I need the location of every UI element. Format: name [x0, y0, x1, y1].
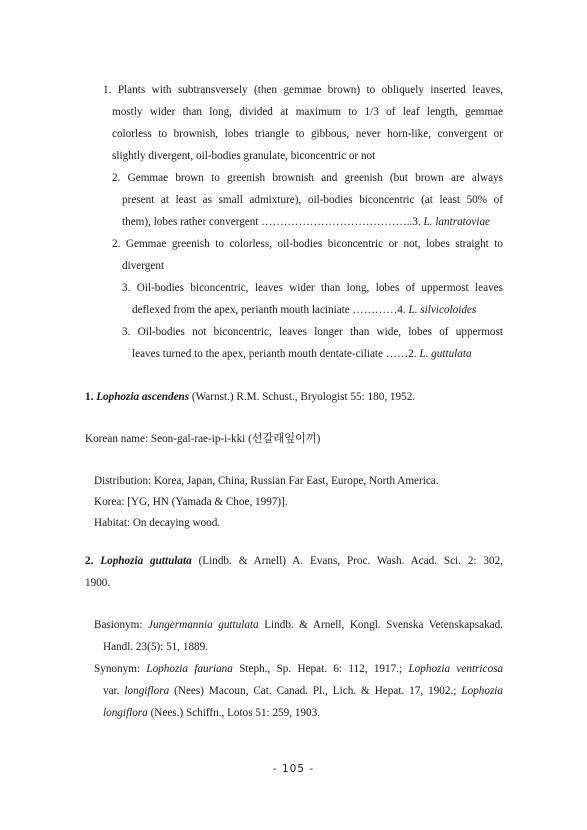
key-item-2a-line-2: present at least as small admixture), oil-bodies biconcentric (at least 50% of — [122, 194, 503, 206]
key-item-1-line-1: 1. Plants with subtransversely (then gemmae brown) to obliquely inserted leaves, — [103, 84, 503, 96]
basionym-label: Basionym: — [94, 619, 143, 631]
key-item-3b-lead: leaves turned to the apex, perianth mouth dentate-ciliate ……2. — [132, 348, 417, 360]
species-2-synonym-line-3 — [103, 706, 320, 720]
species-2-citation-line-1: (Lindb. & Arnell) A. Evans, Proc. Wash. Acad. Sci. 2: 302, — [198, 555, 503, 567]
key-item-2b-line-2: divergent — [122, 260, 165, 272]
key-item-1-line-2: mostly wider than long, divided at maximum to 1/3 of leaf length, gemmae — [112, 106, 503, 118]
key-item-1-line-3: colorless to brownish, lobes triangle to gibbous, never horn-like, convergent or — [112, 128, 503, 140]
key-item-3a-line-2 — [132, 303, 476, 317]
key-item-2a-lead: them), lobes rather convergent …………………………………..3. — [122, 216, 421, 228]
key-item-2a-line-3 — [122, 215, 490, 229]
synonym-taxon-3: Lophozia — [461, 685, 503, 697]
key-item-3a-taxon: L. silvicoloides — [408, 304, 477, 316]
synonym-var: var. — [103, 685, 120, 697]
species-2-synonym-line-2 — [103, 684, 503, 698]
basionym-citation: Lindb. & Arnell, Kongl. Svenska Vetenskapsakad. — [264, 619, 504, 631]
key-item-3b-line-1: 3. Oil-bodies not biconcentric, leaves longer than wide, lobes of uppermost — [122, 326, 503, 338]
species-2-heading — [85, 554, 503, 568]
species-1-name: Lophozia ascendens — [96, 391, 190, 403]
species-1-korean-name: Korean name: Seon-gal-rae-ip-i-kki (선갈래잎이끼) — [85, 433, 321, 445]
key-item-2b-line-1: 2. Gemmae greenish to colorless, oil-bodies biconcentric or not, lobes straight to — [112, 238, 503, 250]
species-2-number: 2. — [85, 555, 94, 567]
species-2-citation-line-2: 1900. — [85, 577, 111, 589]
species-2-synonym-line-1 — [94, 662, 503, 676]
synonym-citation-1: Steph., Sp. Hepat. 6: 112, 1917.; — [239, 663, 403, 675]
key-item-3b-taxon: L. guttulata — [419, 348, 472, 360]
species-2-name: Lophozia guttulata — [100, 555, 192, 567]
synonym-citation-3: (Nees.) Schiffn., Lotos 51: 259, 1903. — [150, 707, 321, 719]
species-2-basionym-line-2: Handl. 23(5): 51, 1889. — [103, 641, 209, 653]
key-item-2a-line-1: 2. Gemmae brown to greenish brownish and greenish (but brown are always — [112, 172, 503, 184]
key-item-3b-line-2 — [132, 347, 472, 361]
species-1-citation: (Warnst.) R.M. Schust., Bryologist 55: 180, 1952. — [191, 391, 416, 403]
key-item-1-line-4: slightly divergent, oil-bodies granulate, biconcentric or not — [112, 150, 376, 162]
species-1-habitat: Habitat: On decaying wood. — [94, 517, 221, 529]
synonym-taxon-1: Lophozia fauriana — [146, 663, 233, 675]
species-1-heading — [85, 390, 415, 404]
species-2-basionym-line-1 — [94, 618, 503, 632]
key-item-2a-taxon: L. lantratoviae — [423, 216, 491, 228]
page-number: - 105 - — [272, 763, 315, 775]
synonym-var-taxon: longiflora — [124, 685, 170, 697]
synonym-label: Synonym: — [94, 663, 141, 675]
species-1-number: 1. — [85, 391, 94, 403]
species-1-distribution: Distribution: Korea, Japan, China, Russian Far East, Europe, North America. — [94, 475, 439, 487]
key-item-3a-lead: deflexed from the apex, perianth mouth laciniate …………4. — [132, 304, 406, 316]
species-1-korea: Korea: [YG, HN (Yamada & Choe, 1997)]. — [94, 496, 288, 508]
key-item-3a-line-1: 3. Oil-bodies biconcentric, leaves wider than long, lobes of uppermost leaves — [122, 282, 503, 294]
synonym-citation-2: (Nees) Macoun, Cat. Canad. Pl., Lich. & Hepat. 17, 1902.; — [174, 685, 457, 697]
synonym-taxon-2: Lophozia ventricosa — [408, 663, 504, 675]
basionym-taxon: Jungermannia guttulata — [148, 619, 259, 631]
synonym-taxon-3-epithet: longiflora — [103, 707, 148, 719]
